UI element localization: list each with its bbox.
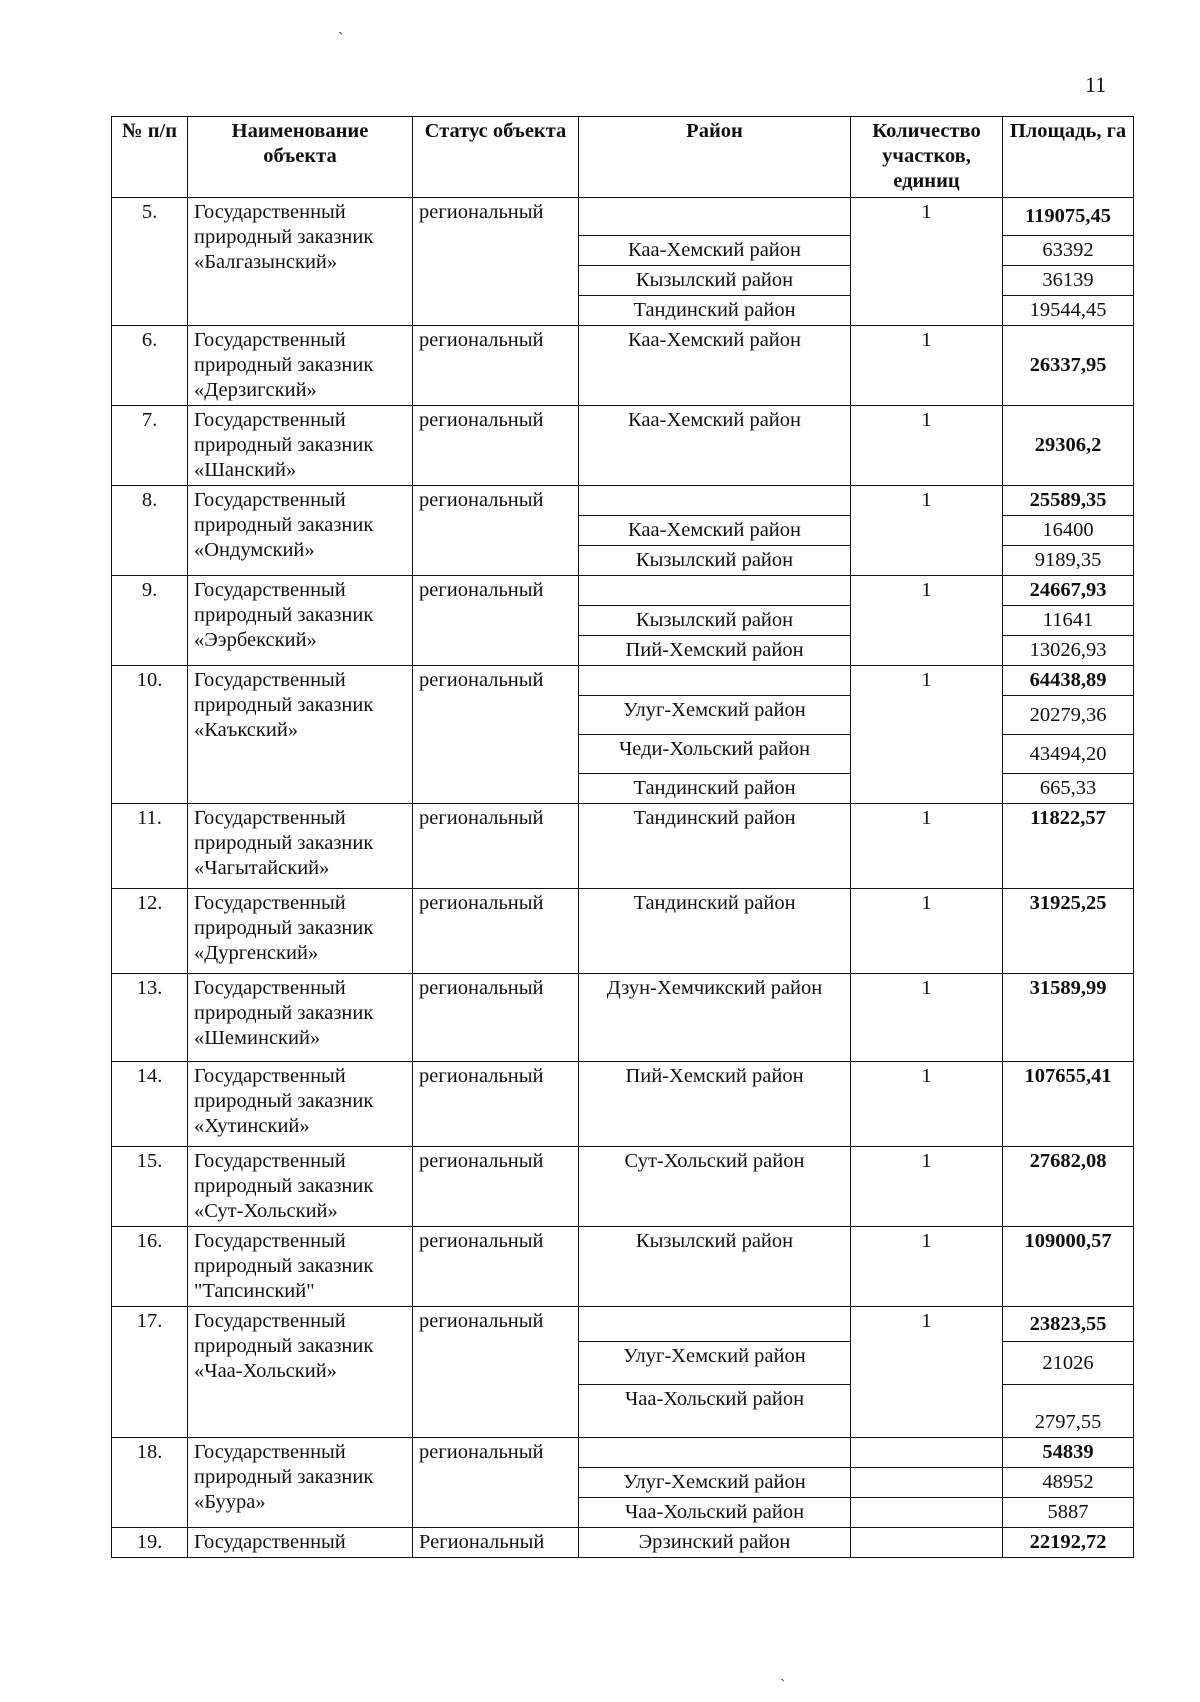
header-name: Наименование объекта: [188, 117, 413, 198]
object-status: региональный: [413, 406, 579, 486]
district-area: 665,33: [1003, 774, 1134, 804]
table-row: [112, 1528, 1134, 1558]
table-row: [112, 406, 1134, 486]
object-name: Государственный природный заказник «Ондумский»: [188, 486, 413, 576]
object-status: региональный: [413, 1438, 579, 1528]
table-row: [112, 1438, 1134, 1468]
district-name: Эрзинский район: [579, 1528, 851, 1558]
district-name: Пий-Хемский район: [579, 1062, 851, 1147]
district-name: Кызылский район: [579, 266, 851, 296]
district-cell: [579, 576, 851, 606]
table-row: [112, 1307, 1134, 1342]
total-area: 31589,99: [1003, 974, 1134, 1062]
object-status: региональный: [413, 889, 579, 974]
plot-count: 1: [851, 486, 1003, 576]
header-num: № п/п: [112, 117, 188, 198]
object-status: Региональный: [413, 1528, 579, 1558]
district-name: Улуг-Хемский район: [579, 1342, 851, 1385]
object-status: региональный: [413, 1147, 579, 1227]
reserves-table: [111, 116, 1134, 1558]
plot-count: 1: [851, 666, 1003, 804]
row-number: 17.: [112, 1307, 188, 1438]
district-name: Тандинский район: [579, 804, 851, 889]
object-status: региональный: [413, 1227, 579, 1307]
table-row: [112, 974, 1134, 1062]
header-area: Площадь, га: [1003, 117, 1134, 198]
object-status: региональный: [413, 1062, 579, 1147]
plot-count: [851, 1438, 1003, 1468]
object-name: Государственный природный заказник «Хутинский»: [188, 1062, 413, 1147]
district-area: 9189,35: [1003, 546, 1134, 576]
object-status: региональный: [413, 576, 579, 666]
row-number: 10.: [112, 666, 188, 804]
object-name: Государственный природный заказник «Ээрбекский»: [188, 576, 413, 666]
district-area: 20279,36: [1003, 696, 1134, 735]
district-name: Сут-Хольский район: [579, 1147, 851, 1227]
object-name: Государственный природный заказник «Сут-Хольский»: [188, 1147, 413, 1227]
object-name: Государственный природный заказник «Балгазынский»: [188, 198, 413, 326]
row-number: 14.: [112, 1062, 188, 1147]
table-row: [112, 1062, 1134, 1147]
table-row: [112, 1227, 1134, 1307]
district-area: 63392: [1003, 236, 1134, 266]
row-number: 18.: [112, 1438, 188, 1528]
district-area: 11641: [1003, 606, 1134, 636]
plot-count-blank: [851, 1498, 1003, 1528]
row-number: 8.: [112, 486, 188, 576]
district-area: 21026: [1003, 1342, 1134, 1385]
plot-count: 1: [851, 1307, 1003, 1438]
total-area: 26337,95: [1003, 326, 1134, 406]
total-area: 23823,55: [1003, 1307, 1134, 1342]
table-row: [112, 804, 1134, 889]
row-number: 13.: [112, 974, 188, 1062]
district-cell: [579, 1438, 851, 1468]
district-name: Пий-Хемский район: [579, 636, 851, 666]
object-name: Государственный природный заказник «Каъкский»: [188, 666, 413, 804]
table-row: [112, 326, 1134, 406]
district-area: 43494,20: [1003, 735, 1134, 774]
object-name: Государственный природный заказник «Дерзигский»: [188, 326, 413, 406]
district-name: Дзун-Хемчикский район: [579, 974, 851, 1062]
row-number: 6.: [112, 326, 188, 406]
scan-mark: ˏ: [780, 1665, 786, 1682]
row-number: 9.: [112, 576, 188, 666]
object-name: Государственный природный заказник «Шанский»: [188, 406, 413, 486]
table-header-row: [112, 117, 1134, 198]
district-cell: [579, 1307, 851, 1342]
row-number: 11.: [112, 804, 188, 889]
total-area: 64438,89: [1003, 666, 1134, 696]
total-area: 119075,45: [1003, 198, 1134, 236]
table-row: [112, 486, 1134, 516]
header-district: Район: [579, 117, 851, 198]
district-name: Кызылский район: [579, 1227, 851, 1307]
district-name: Чаа-Хольский район: [579, 1498, 851, 1528]
row-number: 19.: [112, 1528, 188, 1558]
plot-count: 1: [851, 576, 1003, 666]
table-row: [112, 1147, 1134, 1227]
table-row: [112, 198, 1134, 236]
total-area: 24667,93: [1003, 576, 1134, 606]
plot-count: 1: [851, 974, 1003, 1062]
object-status: региональный: [413, 804, 579, 889]
district-name: Каа-Хемский район: [579, 326, 851, 406]
row-number: 16.: [112, 1227, 188, 1307]
object-name: Государственный природный заказник «Буура»: [188, 1438, 413, 1528]
total-area: 11822,57: [1003, 804, 1134, 889]
district-area: 2797,55: [1003, 1385, 1134, 1438]
object-name: Государственный природный заказник «Чаа-Хольский»: [188, 1307, 413, 1438]
header-status: Статус объекта: [413, 117, 579, 198]
district-cell: [579, 666, 851, 696]
district-name: Чеди-Хольский район: [579, 735, 851, 774]
plot-count: [851, 1528, 1003, 1558]
object-name: Государственный природный заказник «Шеминский»: [188, 974, 413, 1062]
plot-count: 1: [851, 326, 1003, 406]
plot-count: 1: [851, 804, 1003, 889]
total-area: 25589,35: [1003, 486, 1134, 516]
total-area: 109000,57: [1003, 1227, 1134, 1307]
object-status: региональный: [413, 974, 579, 1062]
plot-count: 1: [851, 1062, 1003, 1147]
table-row: [112, 889, 1134, 974]
district-name: Кызылский район: [579, 546, 851, 576]
district-area: 16400: [1003, 516, 1134, 546]
object-status: региональный: [413, 1307, 579, 1438]
header-count: Количество участков, единиц: [851, 117, 1003, 198]
object-name: Государственный природный заказник «Дургенский»: [188, 889, 413, 974]
object-status: региональный: [413, 486, 579, 576]
plot-count: 1: [851, 198, 1003, 326]
scan-mark: ˋ: [338, 30, 344, 47]
row-number: 15.: [112, 1147, 188, 1227]
total-area: 29306,2: [1003, 406, 1134, 486]
object-name: Государственный природный заказник "Тапсинский": [188, 1227, 413, 1307]
district-name: Каа-Хемский район: [579, 406, 851, 486]
district-area: 5887: [1003, 1498, 1134, 1528]
total-area: 107655,41: [1003, 1062, 1134, 1147]
district-name: Каа-Хемский район: [579, 236, 851, 266]
object-name: Государственный: [188, 1528, 413, 1558]
district-name: Улуг-Хемский район: [579, 1468, 851, 1498]
plot-count: 1: [851, 1227, 1003, 1307]
row-number: 5.: [112, 198, 188, 326]
plot-count: 1: [851, 1147, 1003, 1227]
plot-count: 1: [851, 889, 1003, 974]
district-name: Кызылский район: [579, 606, 851, 636]
table-row: [112, 576, 1134, 606]
total-area: 27682,08: [1003, 1147, 1134, 1227]
plot-count-blank: [851, 1468, 1003, 1498]
plot-count: 1: [851, 406, 1003, 486]
district-name: Улуг-Хемский район: [579, 696, 851, 735]
row-number: 12.: [112, 889, 188, 974]
total-area: 54839: [1003, 1438, 1134, 1468]
district-area: 36139: [1003, 266, 1134, 296]
district-name: Тандинский район: [579, 296, 851, 326]
district-cell: [579, 486, 851, 516]
total-area: 22192,72: [1003, 1528, 1134, 1558]
object-status: региональный: [413, 198, 579, 326]
table-row: [112, 666, 1134, 696]
district-area: 13026,93: [1003, 636, 1134, 666]
object-status: региональный: [413, 326, 579, 406]
district-cell: [579, 198, 851, 236]
district-name: Тандинский район: [579, 889, 851, 974]
district-area: 19544,45: [1003, 296, 1134, 326]
district-name: Чаа-Хольский район: [579, 1385, 851, 1438]
district-area: 48952: [1003, 1468, 1134, 1498]
object-name: Государственный природный заказник «Чагытайский»: [188, 804, 413, 889]
district-name: Каа-Хемский район: [579, 516, 851, 546]
total-area: 31925,25: [1003, 889, 1134, 974]
district-name: Тандинский район: [579, 774, 851, 804]
object-status: региональный: [413, 666, 579, 804]
row-number: 7.: [112, 406, 188, 486]
page-number: 11: [1085, 72, 1107, 97]
